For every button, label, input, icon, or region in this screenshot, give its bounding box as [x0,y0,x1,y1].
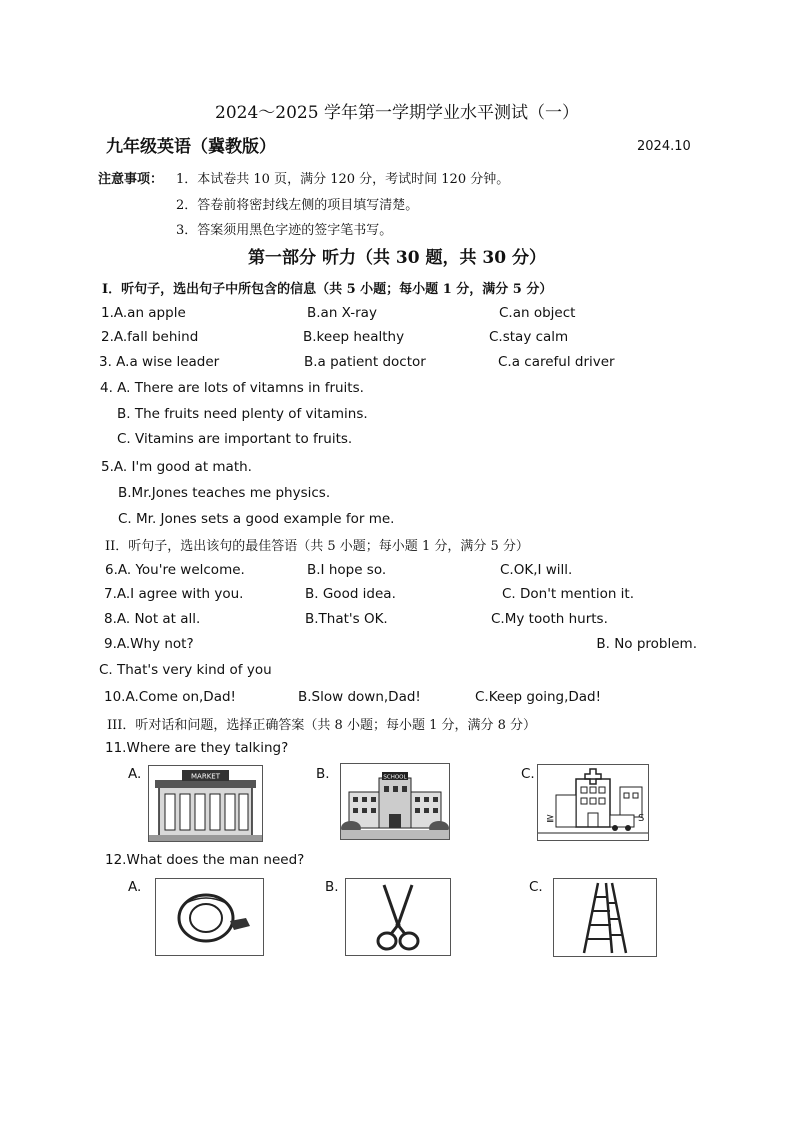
q2-option-c: C.stay calm [489,329,569,345]
notice-label: 注意事项： [98,172,164,187]
market-icon [148,765,263,842]
q5-option-b: B.Mr.Jones teaches me physics. [118,485,331,501]
q12-letter-b: B. [325,879,339,895]
hospital-icon [537,764,649,841]
exam-title: 2024～2025 学年第一学期学业水平测试（一） [215,103,579,123]
q12-question: 12.What does the man need? [105,852,305,868]
section1-heading: I．听句子，选出句子中所包含的信息（共 5 小题；每小题 1 分，满分 5 分） [102,282,553,297]
section2-heading: II．听句子，选出该句的最佳答语（共 5 小题；每小题 1 分，满分 5 分） [105,539,529,554]
q8-option-c: C.My tooth hurts. [491,611,608,627]
q1-option-b: B.an X-ray [307,305,377,321]
q4-option-c: C. Vitamins are important to fruits. [117,431,353,447]
q3-option-a: 3. A.a wise leader [99,354,220,370]
notice-item-1: 1．本试卷共 10 页，满分 120 分，考试时间 120 分钟。 [176,172,510,187]
q3-option-b: B.a patient doctor [304,354,426,370]
q12-letter-c: C. [529,879,543,895]
q2-option-b: B.keep healthy [303,329,405,345]
q9-option-c: C. That's very kind of you [99,662,272,678]
q8-option-a: 8.A. Not at all. [104,611,201,627]
school-sign: SCHOOL [383,774,407,781]
exam-date: 2024.10 [637,139,691,154]
q3-option-c: C.a careful driver [498,354,615,370]
q6-option-a: 6.A. You're welcome. [105,562,245,578]
hospital-sign-right: S [638,813,645,824]
q11-letter-a: A. [128,766,142,782]
q12-letter-a: A. [128,879,142,895]
section3-heading: III．听对话和问题，选择正确答案（共 8 小题；每小题 1 分，满分 8 分） [107,718,537,733]
q7-option-c: C. Don't mention it. [502,586,635,602]
q1-option-c: C.an object [499,305,576,321]
q9-option-a: 9.A.Why not? [104,636,194,652]
q11-letter-b: B. [316,766,330,782]
notice-item-3: 3．答案须用黑色字迹的签字笔书写。 [176,223,393,238]
q4-option-a: 4. A. There are lots of vitamns in fruits. [100,380,364,396]
q1-option-a: 1.A.an apple [101,305,186,321]
exam-subtitle: 九年级英语（冀教版） [106,137,276,157]
part1-title: 第一部分 听力（共 30 题，共 30 分） [248,248,546,268]
market-sign: MARKET [191,772,220,781]
scissors-icon [345,878,451,956]
q9-option-b: B. No problem. [596,636,697,652]
q11-question: 11.Where are they talking? [105,740,289,756]
q7-option-b: B. Good idea. [305,586,396,602]
school-icon [340,763,450,840]
q6-option-b: B.I hope so. [307,562,387,578]
ladder-icon [553,878,657,957]
q11-letter-c: C. [521,766,535,782]
q10-option-b: B.Slow down,Dad! [298,689,421,705]
q4-option-b: B. The fruits need plenty of vitamins. [117,406,368,422]
tape-icon [155,878,264,956]
q5-option-c: C. Mr. Jones sets a good example for me. [118,511,395,527]
notice-item-2: 2．答卷前将密封线左侧的项目填写清楚。 [176,198,419,213]
q8-option-b: B.That's OK. [305,611,388,627]
q10-option-c: C.Keep going,Dad! [475,689,602,705]
q7-option-a: 7.A.I agree with you. [104,586,244,602]
q6-option-c: C.OK,I will. [500,562,573,578]
q10-option-a: 10.A.Come on,Dad! [104,689,236,705]
hospital-sign-left: ≧ [546,813,555,824]
q5-option-a: 5.A. I'm good at math. [101,459,252,475]
q2-option-a: 2.A.fall behind [101,329,199,345]
